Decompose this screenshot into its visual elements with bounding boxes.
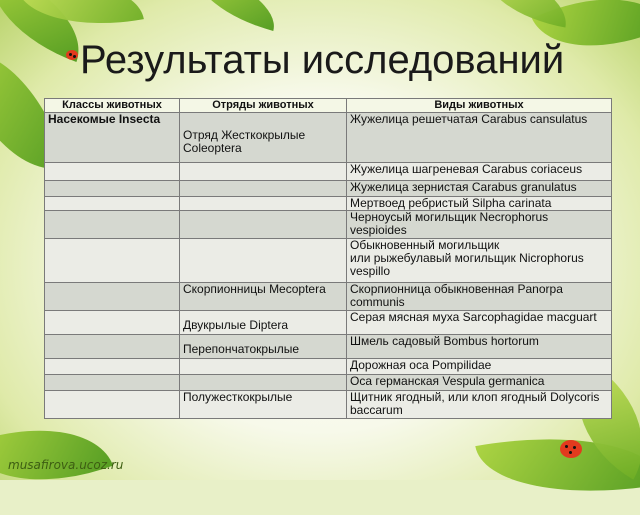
site-watermark: musafirova.ucoz.ru [8,458,124,472]
table-row [45,391,612,419]
cell-order [180,163,347,181]
cell-order: Скорпионницы Mecoptera [180,283,347,311]
results-table [44,98,612,419]
cell-species: Скорпионница обыкновенная Panorpa communis [347,283,612,311]
table-row [45,181,612,197]
table-row [45,113,612,163]
cell-order [180,239,347,283]
cell-order [180,211,347,239]
header-classes: Классы животных [45,99,180,113]
table-row [45,197,612,211]
cell-class [45,375,180,391]
cell-order: Двукрылые Diptera [180,311,347,335]
cell-order [180,359,347,375]
cell-species: Жужелица зернистая Carabus granulatus [347,181,612,197]
table-row [45,375,612,391]
cell-class [45,197,180,211]
cell-class [45,359,180,375]
cell-class [45,283,180,311]
ladybug-icon [560,440,582,458]
cell-class [45,181,180,197]
page-title: Результаты исследований [80,38,565,82]
table-row [45,359,612,375]
table-row [45,335,612,359]
cell-class [45,239,180,283]
ladybug-icon [66,50,78,60]
cell-order: Полужесткокрылые [180,391,347,419]
cell-class [45,211,180,239]
table-row [45,239,612,283]
cell-species: Черноусый могильщик Necrophorus vespioides [347,211,612,239]
cell-species: Шмель садовый Bombus hortorum [347,335,612,359]
header-species: Виды животных [347,99,612,113]
cell-order: Перепончатокрылые [180,335,347,359]
cell-species: Оса германская Vespula germanica [347,375,612,391]
cell-order [180,197,347,211]
table-row [45,283,612,311]
cell-class: Насекомые Insecta [45,113,180,163]
cell-species: Жужелица шагреневая Carabus coriaceus [347,163,612,181]
header-orders: Отряды животных [180,99,347,113]
cell-species: Обыкновенный могильщик или рыжебулавый могильщик Nicrophorus vespillo [347,239,612,283]
cell-species: Мертвоед ребристый Silpha carinata [347,197,612,211]
cell-class [45,163,180,181]
cell-species: Щитник ягодный, или клоп ягодный Dolycoris baccarum [347,391,612,419]
cell-class [45,335,180,359]
table-row [45,163,612,181]
cell-species: Жужелица решетчатая Carabus cansulatus [347,113,612,163]
table-row [45,211,612,239]
cell-order: Отряд Жесткокрылые Coleoptera [180,113,347,163]
cell-class [45,311,180,335]
cell-order [180,375,347,391]
table-row [45,311,612,335]
cell-order [180,181,347,197]
cell-class [45,391,180,419]
cell-species: Дорожная оса Pompilidae [347,359,612,375]
cell-species: Серая мясная муха Sarcophagidae macguart [347,311,612,335]
table-body [45,113,612,419]
